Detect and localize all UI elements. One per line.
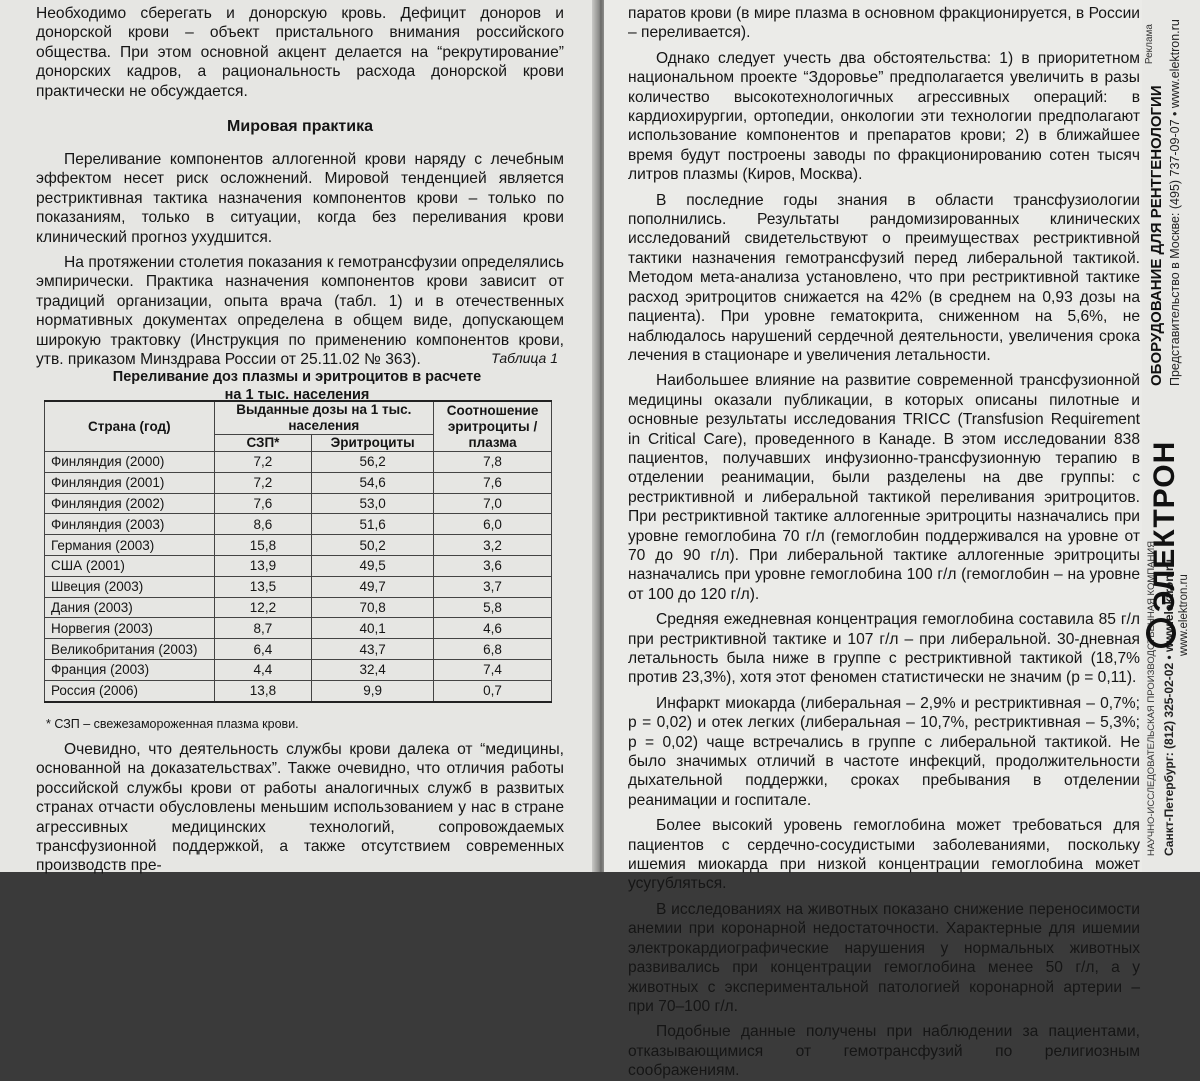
advertisement-strip xyxy=(1142,0,1200,872)
cell-country: Финляндия (2002) xyxy=(45,493,215,514)
cell-ratio: 0,7 xyxy=(434,680,552,701)
cell-rbc: 70,8 xyxy=(312,597,434,618)
cell-country: Норвегия (2003) xyxy=(45,618,215,639)
cell-ratio: 4,6 xyxy=(434,618,552,639)
cell-ffp: 13,9 xyxy=(214,555,312,576)
paragraph: паратов крови (в мире плазма в основном фракционируется, в России – переливается). xyxy=(628,5,1140,42)
paragraph: Переливание компонентов аллогенной крови наряду с лечебным эффектом несет риск осложнений. Мировой тенденцией является рестриктивная тактика назначения компонентов крови – только по показаниям, только в ситуации, когда без переливания крови клинический прогноз ухудшится. xyxy=(36,151,564,246)
table-row xyxy=(45,472,552,493)
cell-country: Финляндия (2000) xyxy=(45,452,215,473)
table-row xyxy=(45,618,552,639)
intro-paragraph: Необходимо сберегать и донорскую кровь. Дефицит доноров и донорской крови – объект пристального внимания российского общества. При этом основной акцент делается на “рекрутирование” донорских кадров, а рациональность расхода донорской крови практически не обсуждается. xyxy=(36,5,564,100)
paragraph: В последние годы знания в области трансфузиологии пополнились. Результаты рандомизированных клинических исследований свидетельствуют о преимуществах рестриктивной тактики назначения гемотрансфузий перед либеральной тактикой. Методом мета-анализа установлено, что при рестриктивной тактике расход эритроцитов снижается на 42% (в среднем на 0,93 дозы на пациента). При уровне гематокрита, сниженном на 5,6%, не наблюдалось нарушений сердечной деятельности, увеличения срока лечения в стационаре и увеличения летальности. xyxy=(628,191,1140,364)
table-row xyxy=(45,493,552,514)
cell-ratio: 7,8 xyxy=(434,452,552,473)
ad-company: НАУЧНО-ИССЛЕДОВАТЕЛЬСКАЯ ПРОИЗВОДСТВЕННАЯ КОМПАНИЯ xyxy=(1146,540,1157,856)
table-number: Таблица 1 xyxy=(491,350,558,366)
paragraph: Очевидно, что деятельность службы крови далека от “медицины, основанной на доказательствах”. Также очевидно, что отличия работы российской службы крови от работы аналогичных служб в развитых странах отчасти обусловлены меньшим использованием у нас в стране агрессивных медицинских технологий, сопровождаемых трансфузионной поддержкой, а также отсутствием современных производств пре- xyxy=(36,741,564,875)
paragraph: Средняя ежедневная концентрация гемоглобина составила 85 г/л при рестриктивной тактике и 107 г/л – при либеральной. 30-дневная летальность была ниже в группе с рестриктивной тактикой (18,7% против 23,3%), хотя этот феномен статистически не значим (p = 0,11). xyxy=(628,611,1140,687)
table-row xyxy=(45,576,552,597)
cell-country: Франция (2003) xyxy=(45,659,215,680)
cell-ratio: 3,2 xyxy=(434,535,552,556)
ad-moscow-contact: Представительство в Москве: (495) 737-09-07 • www.elektron.ru xyxy=(1168,19,1182,386)
advertisement-rotated xyxy=(1142,16,1200,856)
cell-rbc: 9,9 xyxy=(312,680,434,701)
cell-rbc: 49,7 xyxy=(312,576,434,597)
cell-ratio: 6,0 xyxy=(434,514,552,535)
ad-website: www.elektron.ru xyxy=(1178,574,1190,656)
cell-ffp: 6,4 xyxy=(214,639,312,660)
cell-country: Германия (2003) xyxy=(45,535,215,556)
cell-ffp: 4,4 xyxy=(214,659,312,680)
table-title xyxy=(36,368,558,404)
brand-logo-icon xyxy=(1146,618,1176,648)
left-page xyxy=(0,0,598,875)
table-title-line: на 1 тыс. населения xyxy=(224,387,370,403)
cell-rbc: 32,4 xyxy=(312,659,434,680)
paragraph: Инфаркт миокарда (либеральная – 2,9% и рестриктивная – 0,7%; p = 0,02) и отек легких (либеральная – 10,7%, рестриктивная – 5,3%; p = 0,02) чаще встречались в группе с либеральной тактикой. Не было значимых отличий в частоте инфекций, продолжительности дыхательной поддержки, сроках пребывания в отделении реанимации и госпитале. xyxy=(628,694,1140,809)
cell-ratio: 7,0 xyxy=(434,493,552,514)
table-caption xyxy=(36,350,558,404)
ad-brand-name: ЭЛЕКТРОН xyxy=(1148,440,1181,612)
section-body xyxy=(36,150,564,369)
right-body xyxy=(628,4,1140,1081)
section-heading: Мировая практика xyxy=(227,118,373,135)
cell-ffp: 13,5 xyxy=(214,576,312,597)
paragraph: В исследованиях на животных показано снижение переносимости анемии при коронарной недостаточности. Характерные для ишемии электрокардиографические нарушения у нормальных животных развивались при концентрации гемоглобина менее 50 г/л, а у животных с экспериментальной патологией коронарной артерии – при 70–100 г/л. xyxy=(628,900,1140,1015)
paragraph: Однако следует учесть два обстоятельства: 1) в приоритетном национальном проекте “Здоровье” предполагается увеличить в разы количество высокотехнологичных агрессивных операций: в кардиохирургии, ортопедии, онкологии эти технологии предполагают использование компонентов и препаратов крови; 2) в ближайшее время будут построены заводы по фракционированию сотен тысяч литров плазмы (Киров, Москва). xyxy=(628,49,1140,184)
cell-ffp: 12,2 xyxy=(214,597,312,618)
bottom-text xyxy=(36,740,564,876)
cell-rbc: 54,6 xyxy=(312,472,434,493)
cell-country: Финляндия (2003) xyxy=(45,514,215,535)
ad-spb-contact: Санкт-Петербург: (812) 325-02-02 • www.elektron.ru xyxy=(1162,559,1176,856)
cell-rbc: 40,1 xyxy=(312,618,434,639)
cell-ffp: 7,6 xyxy=(214,493,312,514)
table-footnote: * СЗП – свежезамороженная плазма крови. xyxy=(46,717,299,731)
table-body xyxy=(45,452,552,702)
cell-ffp: 8,7 xyxy=(214,618,312,639)
cell-country: Россия (2006) xyxy=(45,680,215,701)
cell-ffp: 15,8 xyxy=(214,535,312,556)
cell-country: США (2001) xyxy=(45,555,215,576)
table-row xyxy=(45,535,552,556)
ad-label: Реклама xyxy=(1144,24,1155,65)
cell-ffp: 7,2 xyxy=(214,472,312,493)
header-ffp: СЗП* xyxy=(214,435,312,452)
header-rbc: Эритроциты xyxy=(312,435,434,452)
cell-ratio: 3,7 xyxy=(434,576,552,597)
table-row xyxy=(45,597,552,618)
header-country: Страна (год) xyxy=(45,401,215,452)
cell-rbc: 43,7 xyxy=(312,639,434,660)
table-row xyxy=(45,639,552,660)
paragraph: Подобные данные получены при наблюдении за пациентами, отказывающимися от гемотрансфузий по религиозным соображениям. xyxy=(628,1023,1140,1080)
table-row xyxy=(45,555,552,576)
right-page xyxy=(604,0,1200,1080)
cell-country: Финляндия (2001) xyxy=(45,472,215,493)
table-title-line: Переливание доз плазмы и эритроцитов в расчете xyxy=(112,369,482,385)
table-row xyxy=(45,514,552,535)
header-doses: Выданные дозы на 1 тыс. населения xyxy=(214,401,433,435)
table-row xyxy=(45,680,552,701)
table-row xyxy=(45,659,552,680)
cell-rbc: 49,5 xyxy=(312,555,434,576)
cell-ffp: 8,6 xyxy=(214,514,312,535)
paragraph: На протяжении столетия показания к гемотрансфузии определялись эмпирически. Практика назначения компонентов крови зависит от традиций организации, опыта врача (табл. 1) и в отечественных нормативных документах определена в общем виде, допускающем широкую трактовку (Инструкция по применению компонентов крови, утв. приказом Минздрава России от 25.11.02 № 363). xyxy=(36,254,564,369)
cell-rbc: 56,2 xyxy=(312,452,434,473)
header-ratio: Соотношение эритроциты / плазма xyxy=(434,401,552,452)
cell-rbc: 51,6 xyxy=(312,514,434,535)
paragraph: Наибольшее влияние на развитие современной трансфузионной медицины оказали публикации, в которых описаны пилотные и основные результаты исследования TRICC (Transfusion Requirement in Critical Care), проведенного в Канаде. В этом исследовании 838 пациентов, получавших инфузионно-трансфузионную терапию в отделении реанимации, были разделены на две группы: с рестриктивной и либеральной тактикой переливания эритроцитов. При рестриктивной тактике аллогенные эритроциты назначались при уровне гемоглобина 70 г/л (гемоглобин поддерживался на уровне от 70 до 90 г/л). При либеральной тактике аллогенные эритроциты назначались при уровне гемоглобина 100 г/л (гемоглобин – на уровне от 100 до 120 г/л). xyxy=(628,372,1140,603)
cell-rbc: 50,2 xyxy=(312,535,434,556)
cell-rbc: 53,0 xyxy=(312,493,434,514)
intro-text xyxy=(36,4,564,101)
cell-country: Швеция (2003) xyxy=(45,576,215,597)
cell-ratio: 7,6 xyxy=(434,472,552,493)
cell-ratio: 5,8 xyxy=(434,597,552,618)
cell-country: Великобритания (2003) xyxy=(45,639,215,660)
paragraph: Более высокий уровень гемоглобина может требоваться для пациентов с сердечно-сосудистыми заболеваниями, поскольку ишемия миокарда при низкой концентрации гемоглобина может усугубляться. xyxy=(628,817,1140,893)
cell-ratio: 7,4 xyxy=(434,659,552,680)
cell-ffp: 7,2 xyxy=(214,452,312,473)
cell-ratio: 3,6 xyxy=(434,555,552,576)
table-row xyxy=(45,452,552,473)
cell-country: Дания (2003) xyxy=(45,597,215,618)
cell-ffp: 13,8 xyxy=(214,680,312,701)
ad-brand xyxy=(1146,441,1182,648)
cell-ratio: 6,8 xyxy=(434,639,552,660)
ad-tagline: ОБОРУДОВАНИЕ ДЛЯ РЕНТГЕНОЛОГИИ xyxy=(1148,85,1165,386)
transfusion-table xyxy=(44,400,552,703)
